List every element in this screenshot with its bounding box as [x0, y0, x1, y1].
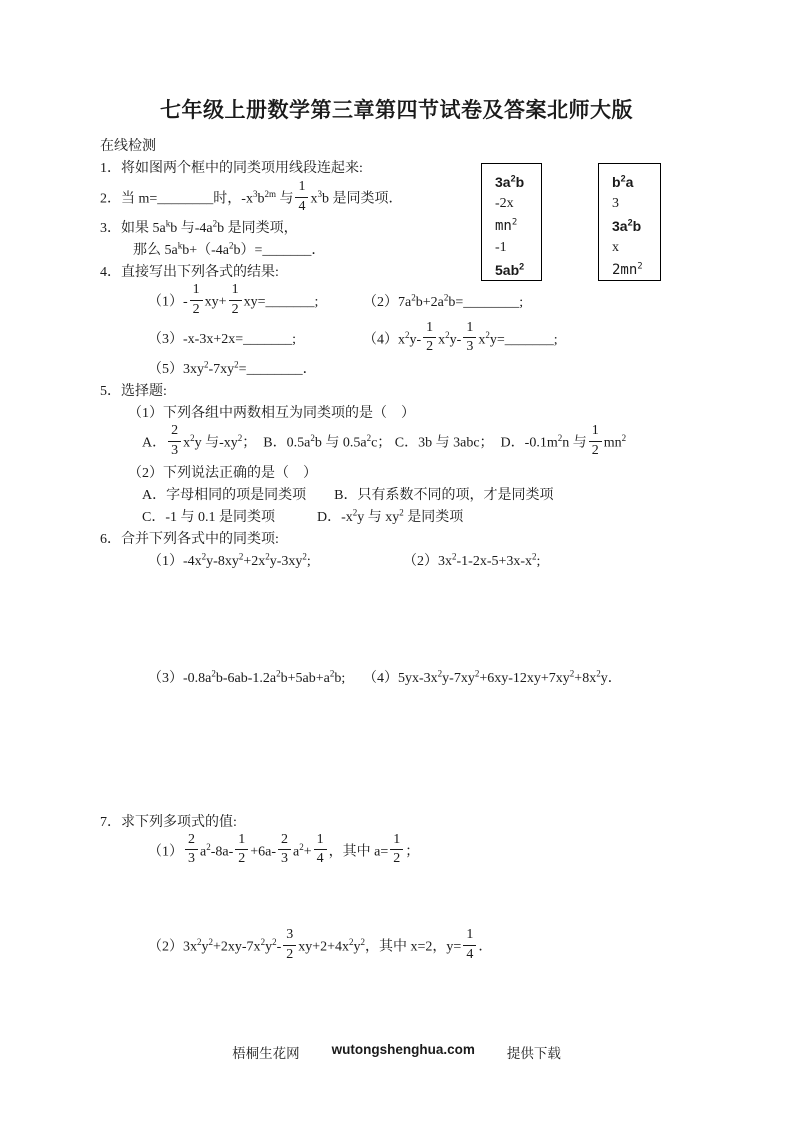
footer-site-url: wutongshenghua.com	[331, 1042, 475, 1057]
question-6-item-4: $(4)5yx-3x^2y-7xy^2+6xy-12xy+7xy^2+8x^2y$．	[363, 667, 622, 686]
box-item: $b^2a$	[612, 173, 634, 190]
question-4-item-3: （3）-x-3x+2x=_______;	[148, 332, 297, 348]
footer-download-label: 提供下载	[506, 1046, 561, 1061]
question-7-header: 7．求下列多项式的值:	[100, 814, 237, 830]
question-6-header: 6．合并下列各式中的同类项:	[100, 531, 279, 547]
like-terms-box-left	[481, 163, 542, 281]
question-7-item-1: （1） $\frac{2}{3}$ $a^2-8a-$ $\frac{1}{2}$ +6a- $\frac{2}{3}$ $a^2+$ $\frac{1}{4}$ ，其中 a= $\frac{1}{2}$ ；	[148, 831, 420, 867]
answer-space	[100, 691, 710, 813]
question-4-item-4: $(4)x^2y-$ $\frac{1}{2}$ $x^2y-$ $\frac{1}{3}$ $x^2y=\_\_\_\_\_\_\_$;	[363, 319, 558, 355]
question-5-part1-options: A． $\frac{2}{3}$ $x^2y$ 与$-xy^2$； B．$0.5a^2b$ 与 $0.5a^2c$； C．3b 与 3abc； D．$-0.1m^2n$ 与 $\frac{1}{2}$ $mn^2$	[142, 423, 627, 458]
question-4-row-1	[100, 282, 710, 319]
box-item: -2x	[495, 196, 514, 211]
question-3-line2: 那么 $5a^kb+(-4a^2b)=\_\_\_\_\_\_\_$．	[133, 240, 326, 259]
box-item: $mn^2$	[495, 217, 518, 234]
question-2: 2．当 m=________时，$-x^3b^{2m}$ 与 $\frac{1}{4}$ $x^3b$ 是同类项．	[100, 179, 403, 214]
question-3-line1: 3．如果 $5a^kb$ 与$-4a^2b$ 是同类项，	[100, 218, 298, 237]
question-6-item-1: $(1)-4x^2y-8xy^2+2x^2y-3xy^2$;	[148, 550, 311, 569]
box-item: $5ab^2$	[495, 261, 525, 278]
question-4-row-2	[100, 319, 710, 357]
question-5-part2-prompt: （2）下列说法正确的是（ ）	[128, 465, 317, 481]
like-terms-box-right	[598, 163, 661, 281]
question-5-part2-options-cd: C．-1 与 0.1 是同类项 D．$-x^2y$ 与 $xy^2$ 是同类项	[142, 506, 464, 525]
answer-space	[100, 574, 710, 669]
question-1: 1．将如图两个框中的同类项用线段连起来:	[100, 161, 363, 176]
question-6-item-2: $(2)3x^2-1-2x-5+3x-x^2$;	[403, 550, 541, 569]
question-4-item-1: （1）- $\frac{1}{2}$ xy+ $\frac{1}{2}$ xy=_______;	[148, 282, 319, 318]
question-7-item-2: $(2)3x^2y^2+2xy-7x^2y^2-$ $\frac{3}{2}$ $xy+2+4x^2y^2$，其中 x=2，y= $\frac{1}{4}$ ．	[148, 926, 493, 962]
question-6-row-2	[100, 669, 710, 688]
page-title: 七年级上册数学第三章第四节试卷及答案北师大版	[160, 98, 633, 122]
section-label: 在线检测	[100, 139, 156, 154]
question-6-row-1	[100, 552, 710, 571]
question-5-part1-prompt: （1）下列各组中两数相互为同类项的是（ ）	[128, 406, 415, 422]
box-item: $3a^2b$	[495, 173, 525, 190]
question-5-part2-options-ab: A．字母相同的项是同类项 B．只有系数不同的项，才是同类项	[142, 487, 554, 503]
box-item: -1	[495, 240, 507, 255]
question-4-item-2: $(2)7a^2b+2a^2b=\_\_\_\_\_\_\_\_$;	[363, 292, 524, 311]
box-item: 3	[612, 196, 619, 211]
question-4-item-5: $(5)3xy^2-7xy^2=\_\_\_\_\_\_\_\_$．	[148, 359, 317, 378]
footer-site-name: 梧桐生花网	[232, 1046, 300, 1061]
box-item: $2mn^2$	[612, 261, 643, 278]
answer-space	[100, 872, 710, 930]
question-6-item-3: $(3)-0.8a^2b-6ab-1.2a^2b+5ab+a^2b$;	[148, 667, 346, 686]
box-item: x	[612, 240, 619, 255]
box-item: $3a^2b$	[612, 217, 642, 234]
question-5-header: 5．选择题:	[100, 384, 167, 400]
question-4-header: 4．直接写出下列各式的结果:	[100, 265, 279, 281]
page-footer	[0, 1042, 793, 1062]
